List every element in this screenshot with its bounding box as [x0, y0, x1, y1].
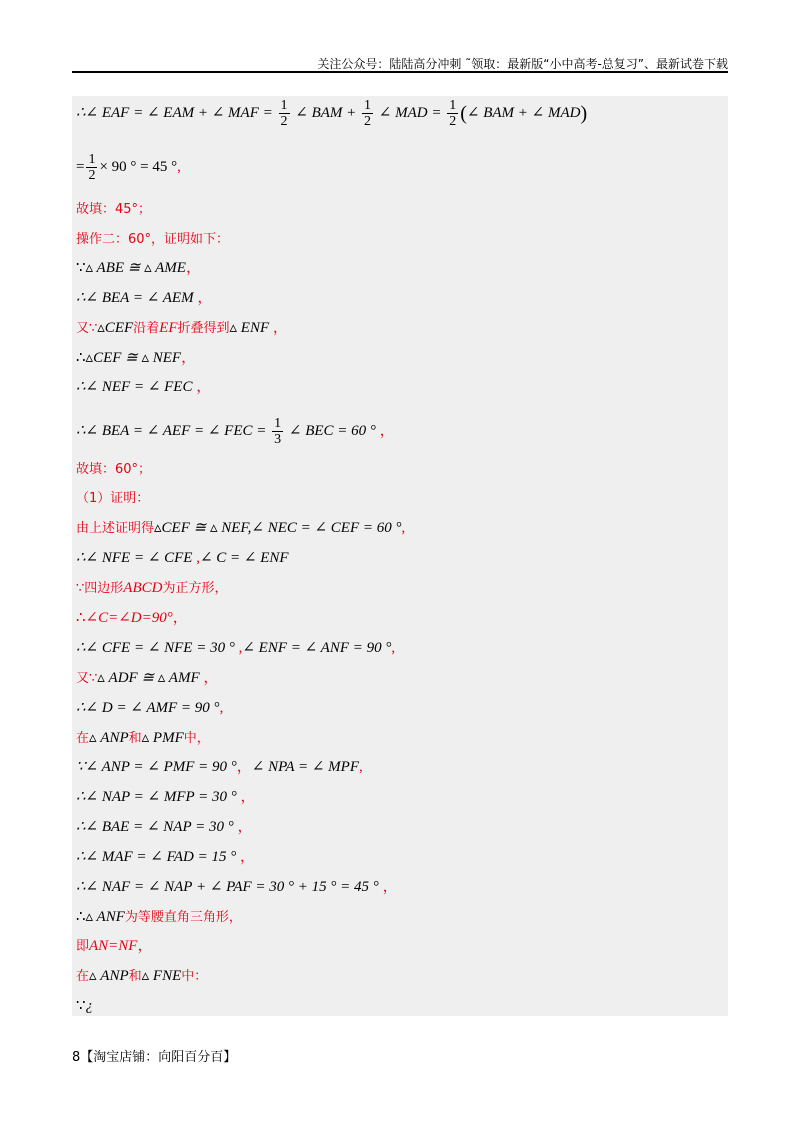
page-footer: 8【淘宝店铺：向阳百分百】 — [72, 1050, 237, 1065]
fraction: $\frac{1}{2}$ — [364, 98, 372, 129]
line-18: 又∵▵ ADF ≅ ▵ AMF ， — [76, 670, 219, 686]
line-4: 操作二：60°，证明如下： — [76, 232, 230, 247]
equation: ∴∠ NFE = ∠ CFE — [76, 550, 193, 566]
line-29: ∵¿ — [76, 998, 94, 1014]
equation: ▵CEF ≅ ▵ NEF,∠ NEC = ∠ CEF = 60 ° — [154, 520, 402, 536]
line-9: ∴∠ NEF = ∠ FEC ， — [76, 379, 212, 395]
equation: ∴∠ D = ∠ AMF = 90 ° — [76, 700, 220, 716]
line-28: 在▵ ANP和▵ FNE中： — [76, 968, 208, 984]
line-2 — [76, 152, 181, 183]
line-6: ∴∠ BEA = ∠ AEM ， — [76, 290, 213, 306]
paren-open: ( — [460, 102, 467, 125]
equation: ∴∠ MAF = ∠ FAD = 15 ° — [76, 849, 237, 865]
line-13: 由上述证明得▵CEF ≅ ▵ NEF,∠ NEC = ∠ CEF = 60 °, — [76, 520, 406, 536]
line-25: ∴∠ NAF = ∠ NAP + ∠ PAF = 30 ° + 15 ° = 45 ° ， — [76, 879, 398, 895]
equation: ▵ ABE ≅ ▵ AME — [85, 260, 186, 276]
equation: = — [76, 158, 85, 175]
fraction: $\frac{1}{2}$ — [88, 152, 96, 183]
line-24: ∴∠ MAF = ∠ FAD = 15 ° ， — [76, 849, 255, 865]
equation: ∴∠ BAE = ∠ NAP = 30 ° — [76, 819, 234, 835]
line-7: 又∵▵CEF沿着EF折叠得到▵ ENF ， — [76, 320, 288, 336]
equation: ∴∠ NAF = ∠ NAP + ∠ PAF = 30 ° + 15 ° = 45 ° — [76, 879, 379, 895]
equation: ∴∠ BEA = ∠ AEF = ∠ FEC = — [76, 422, 267, 439]
equation: ∴∠ NEF = ∠ FEC — [76, 379, 193, 395]
line-27: 即AN=NF， — [76, 938, 153, 954]
equation: ∴∠ EAF = ∠ EAM + ∠ MAF = — [76, 104, 273, 121]
equation: ▵ ENF — [229, 320, 270, 336]
equation: ∵∠ ANP = ∠ PMF = 90 ° — [76, 759, 237, 775]
equation: ▵CEF — [97, 320, 134, 336]
equation: ∠ C = ∠ ENF — [199, 550, 289, 566]
line-11: 故填：60°； — [76, 462, 152, 477]
equation: ∠ NPA = ∠ MPF — [251, 759, 360, 775]
equation: ∠ ENF = ∠ ANF = 90 ° — [242, 640, 392, 656]
line-20: 在▵ ANP和▵ PMF中， — [76, 730, 210, 746]
comma: , — [177, 158, 181, 175]
header-divider — [72, 71, 728, 73]
equation: ∴∠ CFE = ∠ NFE = 30 ° — [76, 640, 235, 656]
page-header: 关注公众号：陆陆高分冲刺 ˜领取：最新版“小中高考-总复习”、最新试卷下载 — [317, 57, 728, 71]
line-3: 故填：45°； — [76, 202, 152, 217]
line-10: ∴∠ BEA = ∠ AEF = ∠ FEC = $\frac{1}{3}$ ∠ BEC = 60 ° ， — [76, 416, 395, 447]
fraction: $\frac{1}{2}$ — [449, 98, 457, 129]
line-23: ∴∠ BAE = ∠ NAP = 30 ° ， — [76, 819, 253, 835]
line-12: （1）证明： — [76, 491, 150, 506]
equation: × 90 ° = 45 ° — [99, 158, 178, 175]
equation: ▵ ADF ≅ ▵ AMF — [97, 670, 200, 686]
equation: ∠ BEC = 60 ° — [288, 422, 376, 439]
line-16: ∴∠C=∠D=90°， — [76, 610, 188, 626]
line-21: ∵∠ ANP = ∠ PMF = 90 °，∠ NPA = ∠ MPF, — [76, 759, 363, 775]
equation: ∠ MAD = — [378, 104, 442, 121]
line-15: ∵四边形ABCD为正方形， — [76, 580, 228, 596]
line-8: ∴▵CEF ≅ ▵ NEF， — [76, 350, 197, 366]
line-22: ∴∠ NAP = ∠ MFP = 30 ° ， — [76, 789, 256, 805]
line-14: ∴∠ NFE = ∠ CFE ,∠ C = ∠ ENF — [76, 550, 289, 566]
fraction: $\frac{1}{2}$ — [280, 98, 288, 129]
equation: ∴∠ NAP = ∠ MFP = 30 ° — [76, 789, 237, 805]
equation: ∴∠ BEA = ∠ AEM — [76, 290, 194, 306]
equation: ▵CEF ≅ ▵ NEF — [85, 350, 182, 366]
equation: ∠ BAM + ∠ MAD — [466, 104, 581, 121]
line-26: ∴▵ ANF为等腰直角三角形， — [76, 909, 242, 925]
line-1 — [76, 98, 587, 129]
paren-close: ) — [580, 102, 588, 125]
equation: ∠ BAM + — [295, 104, 357, 121]
line-5: ∵▵ ABE ≅ ▵ AME， — [76, 260, 201, 276]
line-19: ∴∠ D = ∠ AMF = 90 °, — [76, 700, 224, 716]
fraction: $\frac{1}{3}$ — [274, 416, 282, 447]
line-17: ∴∠ CFE = ∠ NFE = 30 ° ,∠ ENF = ∠ ANF = 90 °, — [76, 640, 396, 656]
